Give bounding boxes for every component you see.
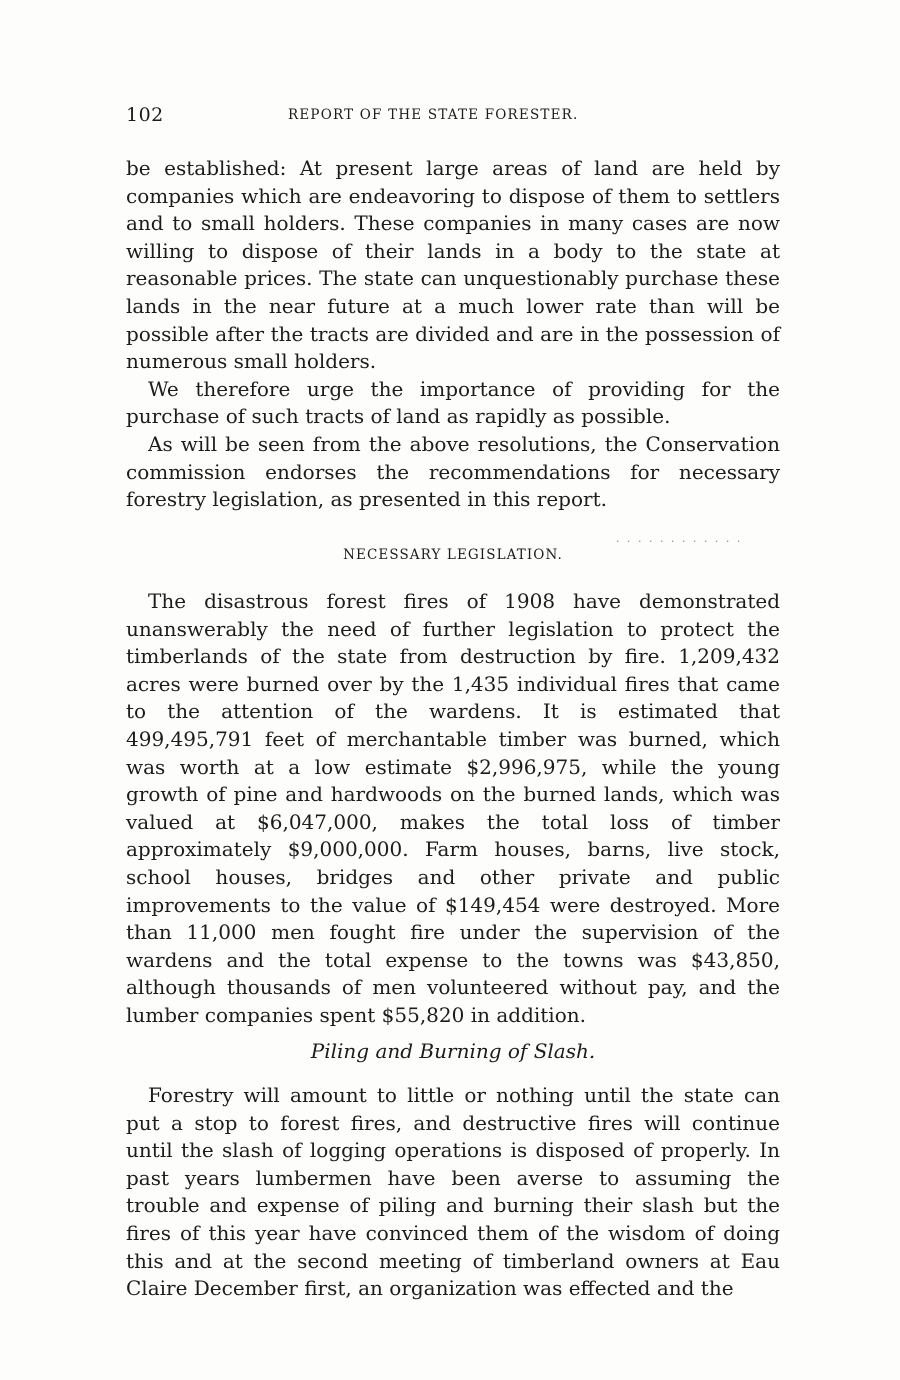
intro-text: [126, 155, 780, 514]
subsection-paragraph: Forestry will amount to little or nothing until the state can put a stop to forest fires, and destructive fires will continue until the slash of logging operations is disposed of properly. In past years lumbermen have been averse to assuming the trouble and expense of piling and burning their slash but the fires of this year have convinced them of the wisdom of doing this and at the second meeting of timberland owners at Eau Claire December first, an organization was effected and the: [126, 1083, 780, 1301]
intro-paragraph-1: be established: At present large areas of land are held by companies which are endeavoring to dispose of them to settlers and to small holders. These companies in many cases are now willing to dispose of their lands in a body to the state at reasonable prices. The state can unquestionably purchase these lands in the near future at a much lower rate than will be possible after the tracts are divided and are in the possession of numerous small holders.: [126, 156, 780, 374]
section-paragraph: The disastrous forest fires of 1908 have demonstrated unanswerably the need of further legislation to protect the timberlands of the state from destruction by fire. 1,209,432 acres were burned over by the 1,435 individual fires that came to the attention of the wardens. It is estimated that 499,495,791 feet of merchantable timber was burned, which was worth at a low estimate $2,996,975, while the young growth of pine and hardwoods on the burned lands, which was valued at $6,047,000, makes the total loss of timber approximately $9,000,000. Farm houses, barns, live stock, school houses, bridges and other private and public improvements to the value of $149,454 were destroyed. More than 11,000 men fought fire under the supervision of the wardens and the total expense to the towns was $43,850, although thousands of men volunteered without pay, and the lumber companies spent $55,820 in addition.: [126, 589, 780, 1027]
subsection-heading: Piling and Burning of Slash.: [310, 1039, 596, 1063]
running-head: REPORT OF THE STATE FORESTER.: [288, 107, 579, 123]
subsection-text: [126, 1082, 780, 1303]
intro-paragraph-3: As will be seen from the above resolutions, the Conservation commission endorses the recommendations for necessary forestry legislation, as presented in this report.: [126, 431, 780, 512]
section-text: [126, 588, 780, 1030]
page-header: [126, 104, 786, 128]
print-artifact: . . . . . . . . . . . .: [616, 532, 743, 545]
page-number: 102: [126, 104, 164, 126]
intro-paragraph-2: We therefore urge the importance of providing for the purchase of such tracts of land as rapidly as possible.: [126, 376, 780, 429]
section-heading: NECESSARY LEGISLATION.: [343, 547, 563, 563]
